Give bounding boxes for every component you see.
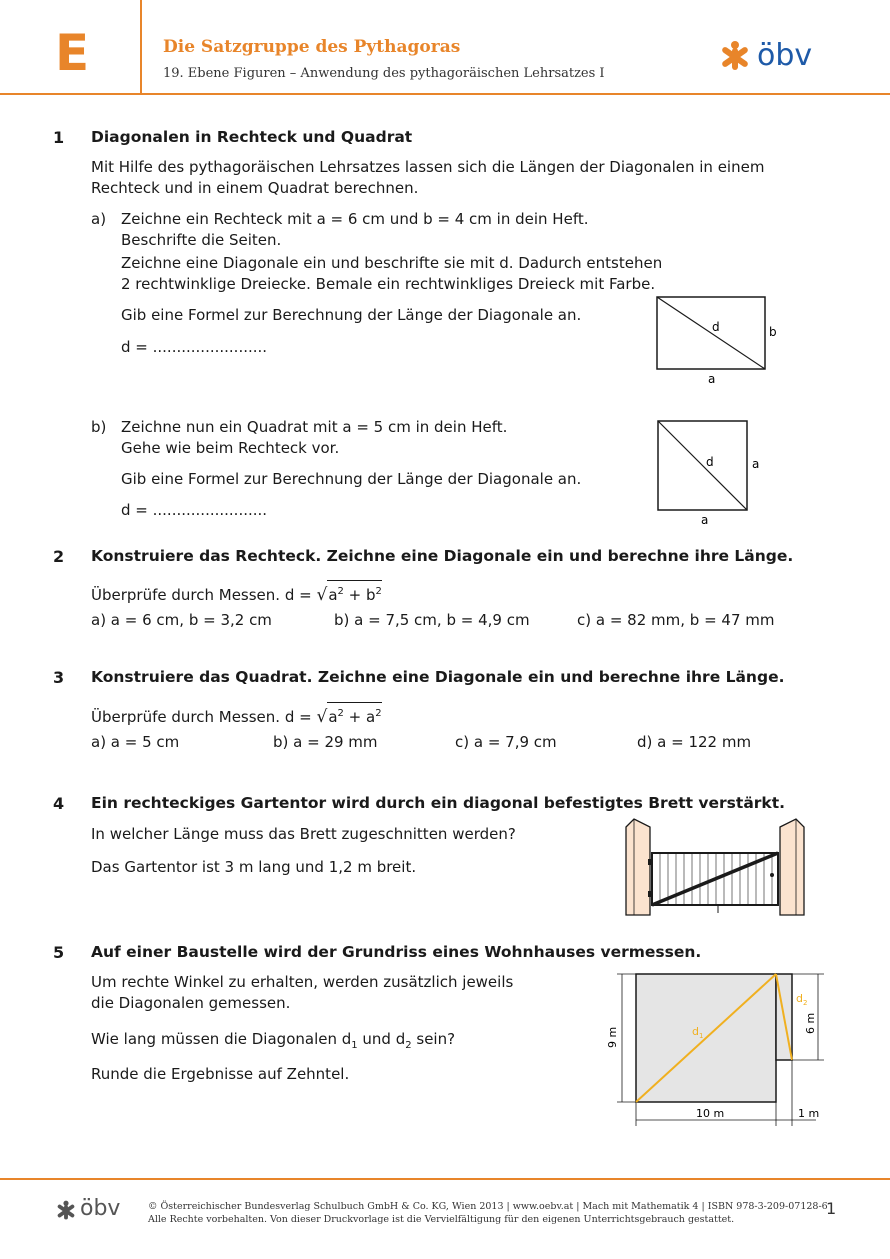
task-3-number: 3 bbox=[53, 668, 65, 687]
task-3-option-c: c) a = 7,9 cm bbox=[455, 733, 557, 751]
task-2-check-text: Überprüfe durch Messen. d = bbox=[91, 586, 312, 604]
rect-label-a: a bbox=[708, 372, 716, 386]
task-1-title: Diagonalen in Rechteck und Quadrat bbox=[91, 128, 413, 146]
rect-label-d: d bbox=[712, 320, 720, 334]
task-3-option-d: d) a = 122 mm bbox=[637, 733, 752, 751]
left-post bbox=[626, 819, 650, 915]
task-1-number: 1 bbox=[53, 128, 65, 147]
label-width: 10 m bbox=[696, 1107, 725, 1120]
rectangle-figure bbox=[650, 290, 790, 390]
task-3-option-b: b) a = 29 mm bbox=[273, 733, 378, 751]
task-3-radicand: $a^2 + a^2$ bbox=[327, 702, 381, 728]
square-figure bbox=[652, 415, 772, 530]
task-5-line-4: Runde die Ergebnisse auf Zehntel. bbox=[91, 1065, 350, 1083]
task-3-title: Konstruiere das Quadrat. Zeichne eine Diagonale ein und berechne ihre Länge. bbox=[91, 668, 785, 686]
task-5-title: Auf einer Baustelle wird der Grundriss eines Wohnhauses vermessen. bbox=[91, 943, 702, 961]
task-5-line-2: die Diagonalen gemessen. bbox=[91, 994, 291, 1012]
task-1-intro-1: Mit Hilfe des pythagoräischen Lehrsatzes lassen sich die Längen der Diagonalen in einem bbox=[91, 158, 765, 176]
task-4-title: Ein rechteckiges Gartentor wird durch ein diagonal befestigtes Brett verstärkt. bbox=[91, 794, 786, 812]
task-1a-label: a) bbox=[91, 210, 107, 228]
garden-gate-figure bbox=[620, 815, 810, 920]
task-1a-line-2: Beschrifte die Seiten. bbox=[121, 231, 282, 249]
page-subtitle: 19. Ebene Figuren – Anwendung des pythagoräischen Lehrsatzes I bbox=[163, 66, 605, 81]
task-5-number: 5 bbox=[53, 943, 65, 962]
task-5-question: Wie lang müssen die Diagonalen $d_1$ und $d_2$ sein? bbox=[91, 1030, 456, 1051]
label-d2: $d_2$ bbox=[796, 992, 808, 1007]
sqrt-symbol: √ bbox=[316, 707, 328, 727]
task-3-check-text: Überprüfe durch Messen. d = bbox=[91, 708, 312, 726]
footer-rule bbox=[0, 1178, 890, 1180]
task-2-option-c: c) a = 82 mm, b = 47 mm bbox=[577, 611, 775, 629]
task-3-option-a: a) a = 5 cm bbox=[91, 733, 180, 751]
task-4-line-2: Das Gartentor ist 3 m lang und 1,2 m breit. bbox=[91, 858, 417, 876]
square-label-d: d bbox=[706, 455, 714, 469]
task-1b-line-2: Gehe wie beim Rechteck vor. bbox=[121, 439, 340, 457]
task-1b-formula-prompt: Gib eine Formel zur Berechnung der Länge der Diagonale an. bbox=[121, 470, 582, 488]
task-1a-line-1: Zeichne ein Rechteck mit a = 6 cm und b = 4 cm in dein Heft. bbox=[121, 210, 589, 228]
task-4-line-1: In welcher Länge muss das Brett zugeschnitten werden? bbox=[91, 825, 516, 843]
task-2-check bbox=[91, 580, 382, 606]
task-2-radicand: $a^2 + b^2$ bbox=[327, 580, 382, 606]
square-label-a-bottom: a bbox=[701, 513, 709, 527]
chapter-letter: E bbox=[55, 24, 90, 82]
task-2-option-b: b) a = 7,5 cm, b = 4,9 cm bbox=[334, 611, 530, 629]
task-1b-line-1: Zeichne nun ein Quadrat mit a = 5 cm in dein Heft. bbox=[121, 418, 508, 436]
oebv-logo-text: öbv bbox=[757, 38, 813, 73]
footer-copyright: © Österreichischer Bundesverlag Schulbuch GmbH & Co. KG, Wien 2013 | www.oebv.at | Mach mit Mathematik 4 | ISBN 978-3-209-07128-6 bbox=[148, 1201, 828, 1212]
header-rule bbox=[0, 93, 890, 95]
task-1a-formula-prompt: Gib eine Formel zur Berechnung der Länge der Diagonale an. bbox=[121, 306, 582, 324]
task-1-intro-2: Rechteck und in einem Quadrat berechnen. bbox=[91, 179, 419, 197]
task-2-option-a: a) a = 6 cm, b = 3,2 cm bbox=[91, 611, 272, 629]
label-small-height: 6 m bbox=[804, 1012, 817, 1034]
task-4-number: 4 bbox=[53, 794, 65, 813]
sqrt-symbol: √ bbox=[316, 585, 328, 605]
task-3-check bbox=[91, 702, 382, 728]
floor-plan-figure bbox=[600, 962, 840, 1132]
task-1a-answer-line: d = ........................ bbox=[121, 338, 268, 356]
footer-logo-text: öbv bbox=[80, 1196, 121, 1221]
header-divider bbox=[140, 0, 142, 94]
square-diagonal bbox=[658, 421, 747, 510]
right-post bbox=[780, 819, 804, 915]
task-1a-line-3: Zeichne eine Diagonale ein und beschrifte sie mit d. Dadurch entstehen bbox=[121, 254, 663, 272]
task-2-number: 2 bbox=[53, 547, 65, 566]
footer-rights: Alle Rechte vorbehalten. Von dieser Druckvorlage ist die Vervielfältigung für den eigenen Unterrichtsgebrauch gestattet. bbox=[148, 1214, 735, 1225]
page-title: Die Satzgruppe des Pythagoras bbox=[163, 37, 461, 57]
task-1a-line-4: 2 rechtwinklige Dreiecke. Bemale ein rechtwinkliges Dreieck mit Farbe. bbox=[121, 275, 656, 293]
label-d1: $d_1$ bbox=[692, 1025, 704, 1040]
task-1b-label: b) bbox=[91, 418, 107, 436]
label-small-width: 1 m bbox=[798, 1107, 820, 1120]
task-2-title: Konstruiere das Rechteck. Zeichne eine Diagonale ein und berechne ihre Länge. bbox=[91, 547, 794, 565]
rectangle-diagonal bbox=[657, 297, 765, 369]
task-5-line-1: Um rechte Winkel zu erhalten, werden zusätzlich jeweils bbox=[91, 973, 514, 991]
task-1b-answer-line: d = ........................ bbox=[121, 501, 268, 519]
square-label-a-side: a bbox=[752, 457, 760, 471]
oebv-star-icon bbox=[718, 40, 752, 74]
footer-star-icon bbox=[55, 1200, 77, 1222]
label-height: 9 m bbox=[606, 1026, 619, 1048]
rect-label-b: b bbox=[769, 325, 777, 339]
page-number: 1 bbox=[826, 1199, 837, 1218]
